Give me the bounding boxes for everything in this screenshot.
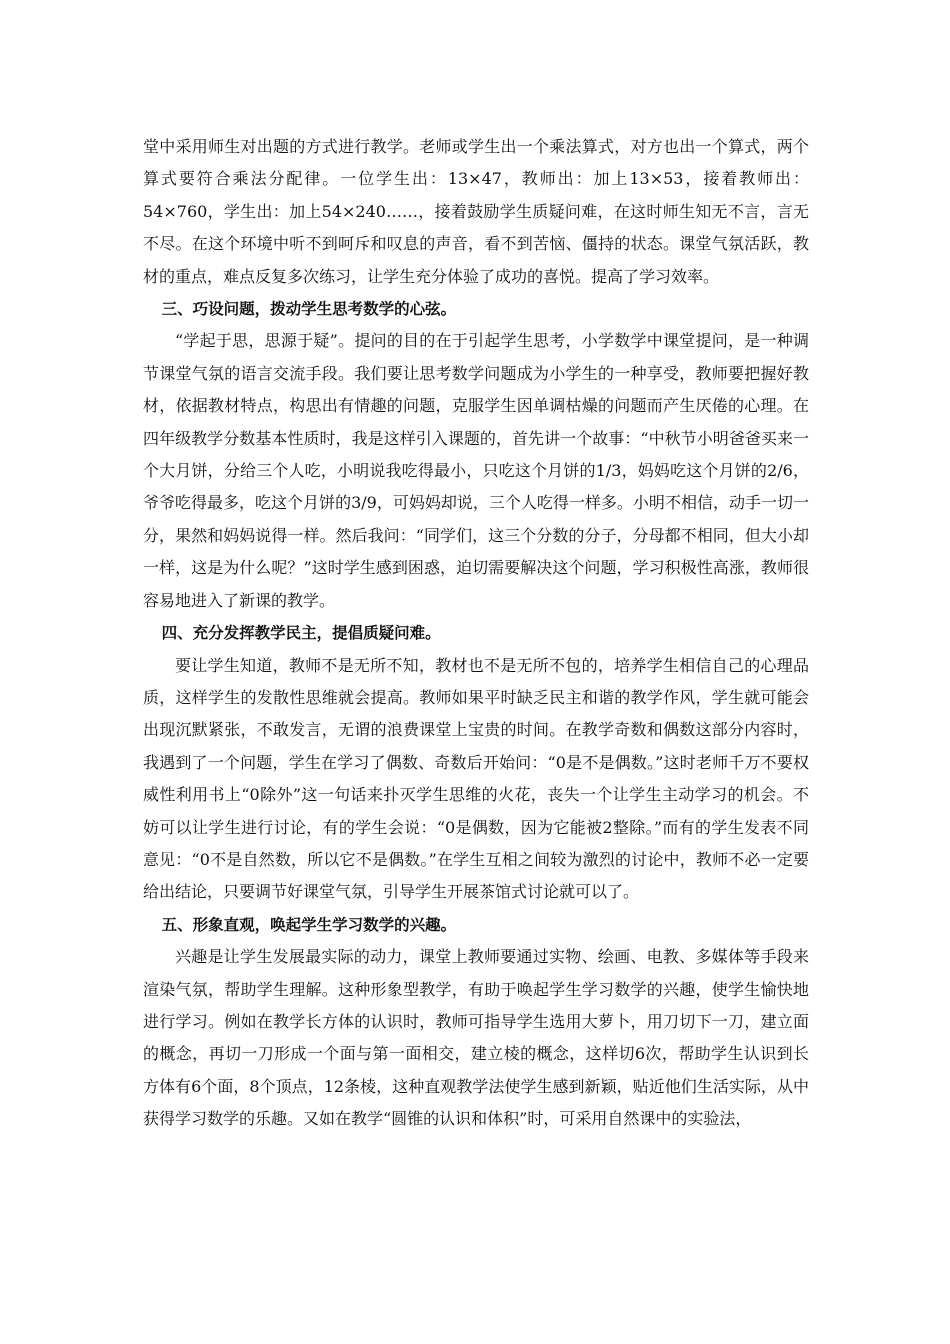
section-heading: 三、巧设问题，拨动学生思考数学的心弦。 [161,300,457,319]
body-paragraph: “学起于思，思源于疑”。提问的目的在于引起学生思考，小学数学中课堂提问，是一种调节课堂气氛的语言交流手段。我们要让思考数学问题成为小学生的一种享受，教师要把握好教材，依据教材特点，构思出有情趣的问题，克服学生因单调枯燥的问题而产生厌倦的心理。在四年级教学分数基本性质时，我是这样引入课题的，首先讲一个故事：“中秋节小明爸爸买来一个大月饼，分给三个人吃，小明说我吃得最小，只吃这个月饼的1/3，妈妈吃这个月饼的2/6，爷爷吃得最多，吃这个月饼的3/9，可妈妈却说，三个人吃得一样多。小明不相信，动手一切一分，果然和妈妈说得一样。然后我问：“同学们，这三个分数的分子，分母都不相同，但大小却一样，这是为什么呢？”这时学生感到困惑，迫切需要解决这个问题，学习积极性高涨，教师很容易地进入了新课的教学。 [143,331,809,610]
section-heading: 五、形象直观，唤起学生学习数学的兴趣。 [161,915,457,934]
section-heading: 四、充分发挥教学民主，提倡质疑问难。 [161,624,441,643]
body-paragraph: 兴趣是让学生发展最实际的动力，课堂上教师要通过实物、绘画、电教、多媒体等手段来渲染气氛，帮助学生理解。这种形象型教学，有助于唤起学生学习数学的兴趣，使学生愉快地进行学习。例如在教学长方体的认识时，教师可指导学生选用大萝卜，用刀切下一刀，建立面的概念，再切一刀形成一个面与第一面相交，建立棱的概念，这样切6次，帮助学生认识到长方体有6个面，8个顶点，12条棱，这种直观教学法使学生感到新颖，贴近他们生活实际，从中获得学习数学的乐趣。又如在教学“圆锥的认识和体积”时，可采用自然课中的实验法， [143,947,809,1129]
body-paragraph: 堂中采用师生对出题的方式进行教学。老师或学生出一个乘法算式，对方也出一个算式，两个算式要符合乘法分配律。一位学生出：13×47，教师出：加上13×53，接着教师出：54×760，学生出：加上54×240……，接着鼓励学生质疑问难，在这时师生知无不言，言无不尽。在这个环境中听不到呵斥和叹息的声音，看不到苦恼、僵持的状态。课堂气氛活跃，教材的重点，难点反复多次练习，让学生充分体验了成功的喜悦。提高了学习效率。 [143,137,809,286]
document-body [143,131,809,1136]
body-paragraph: 要让学生知道，教师不是无所不知，教材也不是无所不包的，培养学生相信自己的心理品质，这样学生的发散性思维就会提高。教师如果平时缺乏民主和谐的教学作风，学生就可能会出现沉默紧张，不敢发言，无谓的浪费课堂上宝贵的时间。在教学奇数和偶数这部分内容时，我遇到了一个问题，学生在学习了偶数、奇数后开始问：“0是不是偶数。”这时老师千万不要权威性利用书上“0除外”这一句话来扑灭学生思维的火花，丧失一个让学生主动学习的机会。不妨可以让学生进行讨论，有的学生会说：“0是偶数，因为它能被2整除。”而有的学生发表不同意见：“0不是自然数，所以它不是偶数。”在学生互相之间较为激烈的讨论中，教师不必一定要给出结论，只要调节好课堂气氛，引导学生开展茶馆式讨论就可以了。 [143,655,809,902]
